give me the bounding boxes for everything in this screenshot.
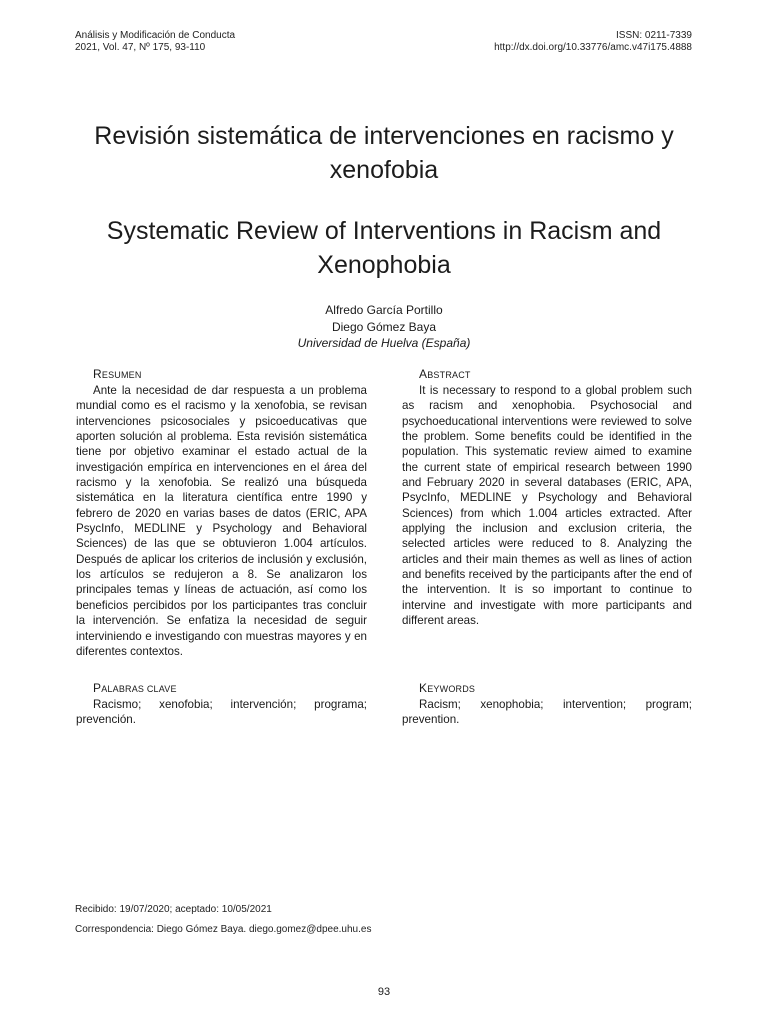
journal-name: Análisis y Modificación de Conducta [75, 30, 236, 41]
journal-identifiers [494, 30, 692, 54]
journal-volume: 2021, Vol. 47, Nº 175, 93-110 [75, 42, 206, 53]
author-block [0, 302, 768, 352]
keywords-heading: KEYWORDS [419, 681, 476, 695]
doi-link[interactable]: http://dx.doi.org/10.33776/amc.v47i175.4888 [494, 42, 692, 53]
issn: ISSN: 0211-7339 [616, 30, 692, 41]
correspondence: Correspondencia: Diego Gómez Baya. diego.gomez@dpee.uhu.es [75, 924, 372, 935]
affiliation: Universidad de Huelva (España) [297, 336, 471, 350]
title-english: Systematic Review of Interventions in Racism and Xenophobia [106, 217, 662, 279]
author-name: Diego Gómez Baya [331, 319, 437, 334]
abstract-heading: ABSTRACT [419, 367, 471, 381]
palabras-clave-section [76, 681, 367, 728]
resumen-heading: RESUMEN [93, 367, 142, 381]
palabras-clave-text: Racismo; xenofobia; intervención; programa; prevención. [76, 698, 367, 727]
received-date: Recibido: 19/07/2020; aceptado: 10/05/2021 [75, 904, 272, 915]
keywords-text: Racism; xenophobia; intervention; program; prevention. [402, 698, 692, 727]
palabras-clave-heading: PALABRAS CLAVE [93, 681, 177, 695]
journal-header [75, 30, 235, 54]
page-number: 93 [377, 986, 391, 998]
author-name: Alfredo García Portillo [325, 303, 443, 317]
abstract-text: It is necessary to respond to a global problem such as racism and xenophobia. Psychosocial and psychoeducational interventions were reviewed to solve the problem. Some benefits could be identified in the population. This systematic review aimed to examine the current state of empirical research between 1990 and February 2020 in several databases (ERIC, APA, PsycInfo, MEDLINE y Psychology and Behavioral Sciences) from which 1.004 articles extracted. After applying the inclusion and exclusion criteria, the selected articles were reduced to 8. Analyzing the articles and their main themes as well as lines of action and benefits received by the participants after the end of the intervention. It is so important to continue to intervine and investigate with more participants and different areas. [402, 384, 692, 628]
keywords-section [402, 681, 692, 728]
resumen-text: Ante la necesidad de dar respuesta a un problema mundial como es el racismo y la xenofobia, se revisan intervenciones psicosociales y psicoeducativas que aporten solución al problema. Esta revisión sistemática tiene por objetivo examinar el estado actual de la investigación empírica en intervenciones en el área del racismo y la xenofobia. Se realizó una búsqueda sistemática en la literatura científica entre 1990 y febrero de 2020 en varias bases de datos (ERIC, APA PsycInfo, MEDLINE y Psychology and Behavioral Sciences) de las que se obtuvieron 1.004 artículos. Después de aplicar los criterios de inclusión y exclusión, los artículos se redujeron a 8. Se analizaron los principales temas y líneas de actuación, así como los beneficios percibidos por los participantes tras concluir la intervención. Se enfatiza la necesidad de seguir interviniendo e investigando con muestras mayores y en diferentes contextos. [76, 384, 367, 658]
resumen-section [76, 367, 367, 659]
title-spanish: Revisión sistemática de intervenciones en racismo y xenofobia [94, 122, 674, 184]
abstract-section [402, 367, 692, 629]
